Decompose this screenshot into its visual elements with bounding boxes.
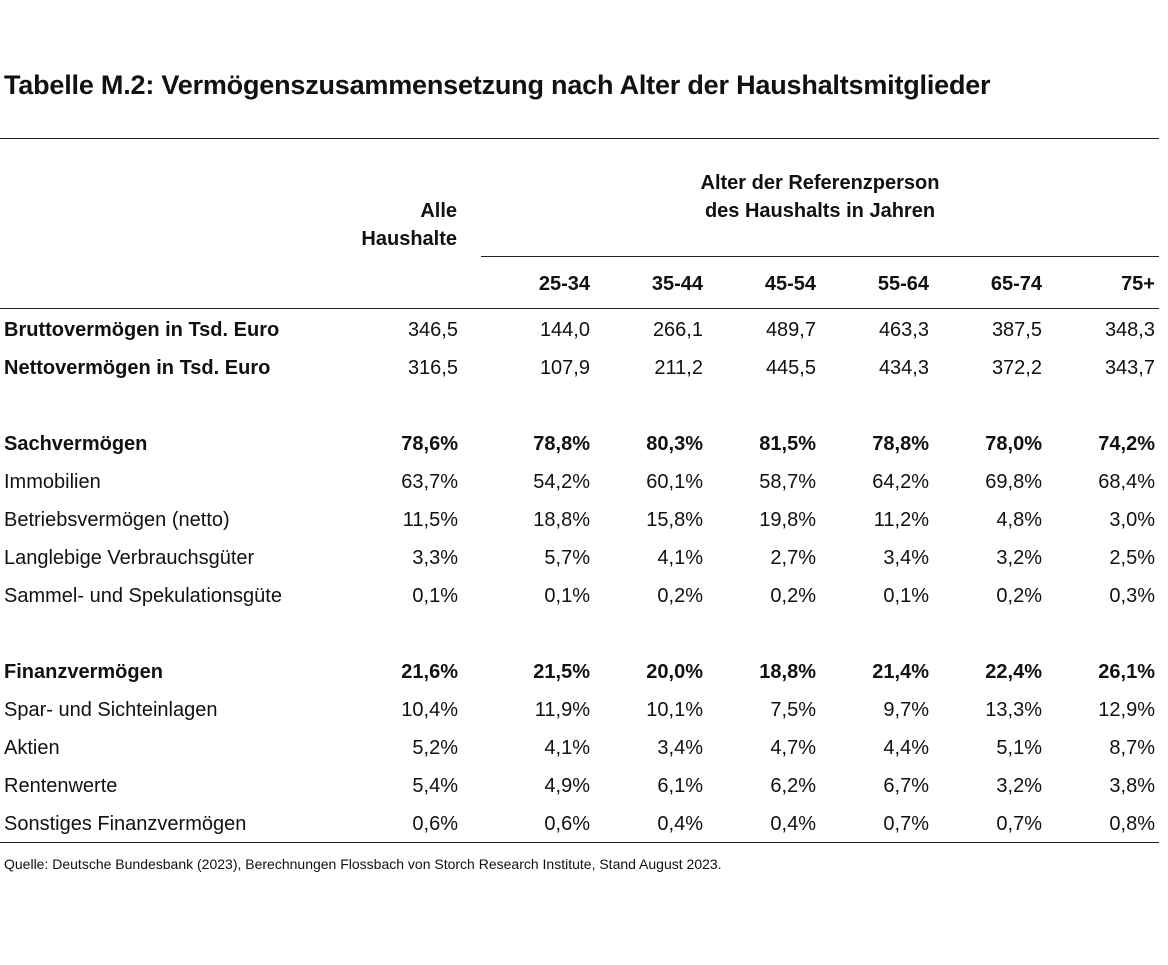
age-column-header: 35-44 — [651, 273, 703, 295]
age-value: 2,5% — [1109, 547, 1155, 569]
age-value: 3,8% — [1109, 775, 1155, 797]
age-value: 4,4% — [883, 737, 929, 759]
row-label: Sonstiges Finanzvermögen — [4, 813, 247, 835]
age-value: 80,3% — [646, 433, 703, 455]
age-value: 0,8% — [1109, 813, 1155, 835]
age-value: 5,7% — [544, 547, 590, 569]
age-value: 0,2% — [996, 585, 1042, 607]
age-value: 0,1% — [883, 585, 929, 607]
all-households-value: 11,5% — [402, 509, 458, 531]
age-column-header: 55-64 — [877, 273, 929, 295]
age-value: 11,9% — [534, 699, 590, 721]
age-value: 372,2 — [991, 357, 1042, 379]
age-value: 15,8% — [646, 509, 703, 531]
age-value: 0,2% — [657, 585, 703, 607]
age-value: 0,7% — [883, 813, 929, 835]
all-households-value: 10,4% — [401, 699, 458, 721]
age-value: 2,7% — [770, 547, 816, 569]
age-value: 19,8% — [759, 509, 816, 531]
age-value: 489,7 — [765, 319, 816, 341]
age-column-header: 65-74 — [990, 273, 1042, 295]
age-value: 387,5 — [991, 319, 1042, 341]
row-label: Spar- und Sichteinlagen — [4, 699, 218, 721]
age-column-header: 25-34 — [538, 273, 590, 295]
row-label: Finanzvermögen — [4, 661, 163, 683]
row-label: Rentenwerte — [4, 775, 118, 797]
age-value: 3,0% — [1109, 509, 1155, 531]
row-label: Sammel- und Spekulationsgüte — [4, 585, 282, 607]
age-value: 6,2% — [770, 775, 816, 797]
age-value: 7,5% — [770, 699, 816, 721]
age-value: 54,2% — [533, 471, 590, 493]
age-value: 3,4% — [883, 547, 929, 569]
age-value: 3,2% — [996, 775, 1042, 797]
age-value: 21,5% — [533, 661, 590, 683]
row-label: Betriebsvermögen (netto) — [4, 509, 230, 531]
age-column-header: 45-54 — [764, 273, 816, 295]
all-households-value: 3,3% — [412, 547, 458, 569]
age-value: 81,5% — [759, 433, 816, 455]
age-value: 343,7 — [1104, 357, 1155, 379]
age-value: 6,1% — [657, 775, 703, 797]
age-column-header: 75+ — [1121, 273, 1155, 295]
age-value: 4,7% — [770, 737, 816, 759]
all-households-value: 21,6% — [401, 661, 458, 683]
age-value: 74,2% — [1098, 433, 1155, 455]
age-value: 21,4% — [872, 661, 929, 683]
age-value: 4,8% — [996, 509, 1042, 531]
age-value: 18,8% — [533, 509, 590, 531]
age-value: 144,0 — [539, 319, 590, 341]
age-value: 18,8% — [759, 661, 816, 683]
all-households-value: 63,7% — [401, 471, 458, 493]
source-note: Quelle: Deutsche Bundesbank (2023), Berechnungen Flossbach von Storch Research Institute, Stand August 2023. — [4, 856, 722, 872]
age-value: 69,8% — [985, 471, 1042, 493]
age-value: 3,2% — [996, 547, 1042, 569]
row-label: Aktien — [4, 737, 60, 759]
bottom-rule — [0, 842, 1159, 843]
age-value: 60,1% — [646, 471, 703, 493]
age-value: 463,3 — [878, 319, 929, 341]
all-households-value: 78,6% — [401, 433, 458, 455]
age-value: 68,4% — [1098, 471, 1155, 493]
age-value: 0,1% — [544, 585, 590, 607]
age-value: 445,5 — [765, 357, 816, 379]
all-households-value: 5,2% — [412, 737, 458, 759]
age-value: 12,9% — [1098, 699, 1155, 721]
age-value: 4,9% — [544, 775, 590, 797]
age-value: 6,7% — [883, 775, 929, 797]
age-header-rule — [481, 256, 1159, 257]
age-value: 0,2% — [770, 585, 816, 607]
header-rule — [0, 308, 1159, 309]
age-value: 434,3 — [878, 357, 929, 379]
age-value: 107,9 — [539, 357, 590, 379]
all-households-value: 346,5 — [407, 319, 458, 341]
age-value: 3,4% — [657, 737, 703, 759]
age-value: 20,0% — [646, 661, 703, 683]
row-label: Sachvermögen — [4, 433, 148, 455]
age-value: 9,7% — [883, 699, 929, 721]
age-value: 8,7% — [1109, 737, 1155, 759]
all-households-value: 316,5 — [407, 357, 458, 379]
age-value: 0,6% — [544, 813, 590, 835]
age-value: 22,4% — [985, 661, 1042, 683]
header-age-line2: des Haushalts in Jahren — [704, 200, 936, 222]
age-value: 78,8% — [533, 433, 590, 455]
age-value: 0,4% — [657, 813, 703, 835]
header-age-line1: Alter der Referenzperson — [700, 172, 940, 194]
top-rule — [0, 138, 1159, 139]
row-label: Bruttovermögen in Tsd. Euro — [4, 319, 280, 341]
age-value: 5,1% — [996, 737, 1042, 759]
age-value: 0,3% — [1109, 585, 1155, 607]
age-value: 0,7% — [996, 813, 1042, 835]
header-age-group — [481, 169, 1159, 225]
age-value: 78,0% — [985, 433, 1042, 455]
header-all-line2: Haushalte — [361, 228, 457, 250]
age-value: 0,4% — [770, 813, 816, 835]
row-label: Langlebige Verbrauchsgüter — [4, 547, 255, 569]
age-value: 13,3% — [985, 699, 1042, 721]
age-value: 4,1% — [544, 737, 590, 759]
age-value: 4,1% — [657, 547, 703, 569]
row-label: Nettovermögen in Tsd. Euro — [4, 357, 271, 379]
row-label: Immobilien — [4, 471, 101, 493]
all-households-value: 0,1% — [412, 585, 458, 607]
age-value: 266,1 — [652, 319, 703, 341]
age-value: 211,2 — [654, 357, 703, 379]
age-value: 78,8% — [872, 433, 929, 455]
age-value: 58,7% — [759, 471, 816, 493]
header-all-households — [361, 197, 457, 253]
all-households-value: 0,6% — [412, 813, 458, 835]
age-value: 10,1% — [646, 699, 703, 721]
all-households-value: 5,4% — [412, 775, 458, 797]
age-value: 11,2% — [873, 509, 929, 531]
header-all-line1: Alle — [420, 200, 457, 222]
age-value: 348,3 — [1104, 319, 1155, 341]
age-value: 64,2% — [872, 471, 929, 493]
table-title: Tabelle M.2: Vermögenszusammensetzung nach Alter der Haushaltsmitglieder — [4, 70, 991, 100]
age-value: 26,1% — [1098, 661, 1155, 683]
